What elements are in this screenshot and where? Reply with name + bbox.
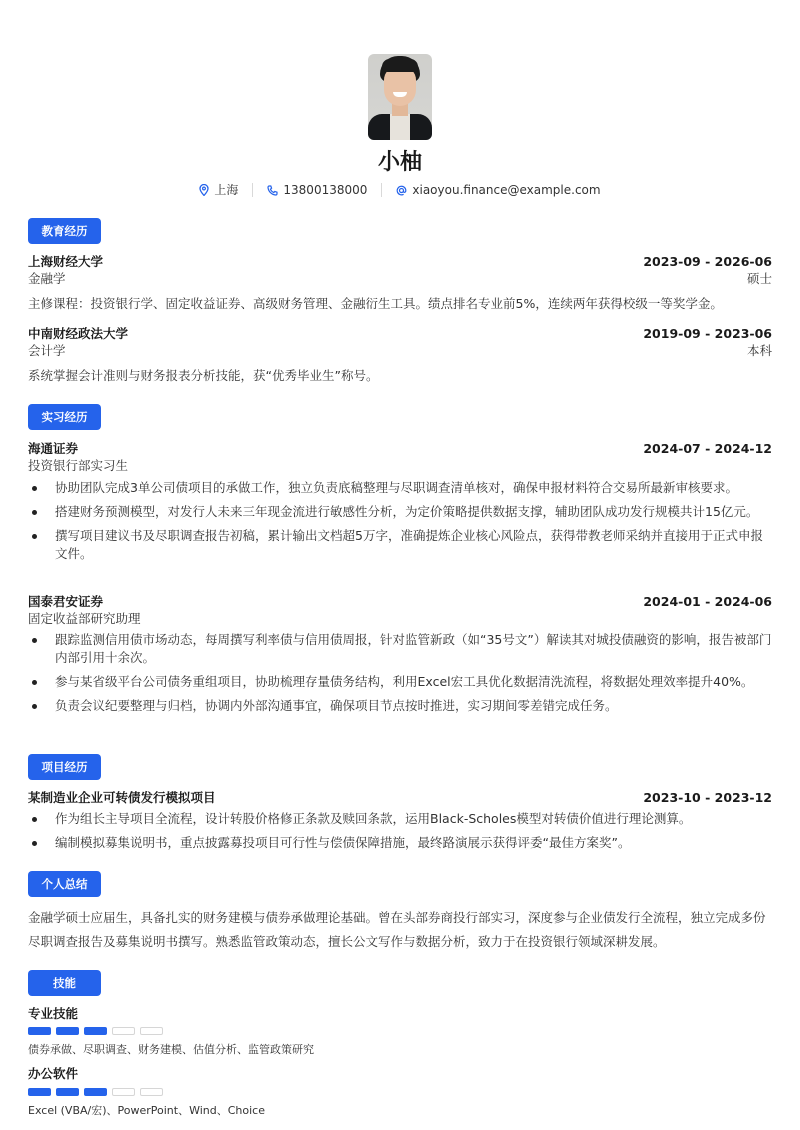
divider bbox=[252, 183, 253, 197]
education-description: 主修课程：投资银行学、固定收益证券、高级财务管理、金融衍生工具。绩点排名专业前5%，连续两年获得校级一等奖学金。 bbox=[28, 296, 723, 311]
project-bullets bbox=[28, 810, 772, 858]
location-text: 上海 bbox=[214, 183, 239, 197]
resume-header bbox=[28, 54, 772, 198]
school-name: 上海财经大学 bbox=[28, 254, 104, 269]
level-segment-empty bbox=[140, 1088, 163, 1096]
level-segment-empty bbox=[140, 1027, 163, 1035]
project-period: 2023-10 - 2023-12 bbox=[643, 790, 772, 805]
education-item-1-header bbox=[28, 253, 772, 270]
bullet-item: 参与某省级平台公司债务重组项目，协助梳理存量债务结构，利用Excel宏工具优化数据清洗流程，将数据处理效率提升40%。 bbox=[28, 673, 772, 691]
phone-icon bbox=[267, 185, 278, 196]
bullet-item: 负责会议纪要整理与归档，协调内外部沟通事宜，确保项目节点按时推进，实习期间零差错完成任务。 bbox=[28, 697, 772, 715]
location-pin-icon bbox=[199, 184, 209, 196]
section-tag-summary: 个人总结 bbox=[28, 871, 101, 897]
project-item-header bbox=[28, 789, 772, 806]
bullet-item: 协助团队完成3单公司债项目的承做工作，独立负责底稿整理与尽职调查清单核对，确保申报材料符合交易所最新审核要求。 bbox=[28, 479, 772, 497]
level-segment-filled bbox=[56, 1088, 79, 1096]
level-segment-empty bbox=[112, 1088, 135, 1096]
education-period: 2023-09 - 2026-06 bbox=[643, 254, 772, 269]
education-period: 2019-09 - 2023-06 bbox=[643, 326, 772, 341]
email-text[interactable]: xiaoyou.finance@example.com bbox=[412, 183, 601, 197]
level-segment-filled bbox=[84, 1027, 107, 1035]
internship-item-1-role bbox=[28, 457, 772, 474]
bullet-item: 撰写项目建议书及尽职调查报告初稿，累计输出文档超5万字，准确提炼企业核心风险点，获得带教老师采纳并直接用于正式申报文件。 bbox=[28, 527, 772, 563]
internship-item-2-bullets bbox=[28, 631, 772, 721]
profile-photo bbox=[368, 54, 432, 140]
education-item-2-sub bbox=[28, 342, 772, 359]
bullet-item: 编制模拟募集说明书，重点披露募投项目可行性与偿债保障措施，最终路演展示获得评委“最佳方案奖”。 bbox=[28, 834, 772, 852]
contact-location bbox=[199, 182, 238, 198]
section-tag-skills: 技能 bbox=[28, 970, 101, 996]
skill-description: 债券承做、尽职调查、财务建模、估值分析、监管政策研究 bbox=[28, 1043, 314, 1056]
education-item-1-sub bbox=[28, 270, 772, 287]
level-segment-filled bbox=[84, 1088, 107, 1096]
contact-info bbox=[28, 182, 772, 198]
level-segment-filled bbox=[56, 1027, 79, 1035]
level-segment-filled bbox=[28, 1088, 51, 1096]
role: 固定收益部研究助理 bbox=[28, 611, 141, 626]
major: 金融学 bbox=[28, 271, 66, 286]
skill-level-bar bbox=[28, 1088, 168, 1096]
level-segment-filled bbox=[28, 1027, 51, 1035]
bullet-item: 跟踪监测信用债市场动态，每周撰写利率债与信用债周报，针对监管新政（如“35号文”）解读其对城投债融资的影响，报告被部门内部引用十余次。 bbox=[28, 631, 772, 667]
bullet-item: 作为组长主导项目全流程，设计转股价格修正条款及赎回条款，运用Black-Scholes模型对转债价值进行理论测算。 bbox=[28, 810, 772, 828]
internship-item-2-header bbox=[28, 593, 772, 610]
company-name: 海通证券 bbox=[28, 441, 79, 456]
major: 会计学 bbox=[28, 343, 66, 358]
skill-description: Excel (VBA/宏)、PowerPoint、Wind、Choice bbox=[28, 1104, 265, 1117]
education-description: 系统掌握会计准则与财务报表分析技能，获“优秀毕业生”称号。 bbox=[28, 368, 379, 383]
school-name: 中南财经政法大学 bbox=[28, 326, 129, 341]
at-sign-icon bbox=[396, 185, 407, 196]
internship-item-1-header bbox=[28, 440, 772, 457]
company-name: 国泰君安证券 bbox=[28, 594, 104, 609]
level-segment-empty bbox=[112, 1027, 135, 1035]
divider bbox=[381, 183, 382, 197]
skill-name: 办公软件 bbox=[28, 1066, 79, 1081]
section-tag-internship: 实习经历 bbox=[28, 404, 101, 430]
phone-text[interactable]: 13800138000 bbox=[283, 183, 368, 197]
role: 投资银行部实习生 bbox=[28, 458, 129, 473]
internship-period: 2024-01 - 2024-06 bbox=[643, 594, 772, 609]
contact-phone bbox=[267, 182, 367, 198]
candidate-name: 小柚 bbox=[377, 150, 422, 175]
summary-text: 金融学硕士应届生，具备扎实的财务建模与债券承做理论基础。曾在头部券商投行部实习，深度参与企业债发行全流程，独立完成多份尽职调查报告及募集说明书撰写。熟悉监管政策动态，擅长公文写作与数据分析，致力于在投资银行领域深耕发展。 bbox=[28, 910, 766, 949]
internship-item-1-bullets bbox=[28, 479, 772, 569]
internship-item-2-role bbox=[28, 610, 772, 627]
bullet-item: 搭建财务预测模型，对发行人未来三年现金流进行敏感性分析，为定价策略提供数据支撑，辅助团队成功发行规模共计15亿元。 bbox=[28, 503, 772, 521]
skill-name: 专业技能 bbox=[28, 1006, 79, 1021]
education-item-2-header bbox=[28, 325, 772, 342]
project-name: 某制造业企业可转债发行模拟项目 bbox=[28, 790, 216, 805]
internship-period: 2024-07 - 2024-12 bbox=[643, 441, 772, 456]
contact-email bbox=[396, 182, 600, 198]
skill-level-bar bbox=[28, 1027, 168, 1035]
section-tag-project: 项目经历 bbox=[28, 754, 101, 780]
degree: 本科 bbox=[746, 343, 772, 358]
degree: 硕士 bbox=[746, 271, 772, 286]
section-tag-education: 教育经历 bbox=[28, 218, 101, 244]
